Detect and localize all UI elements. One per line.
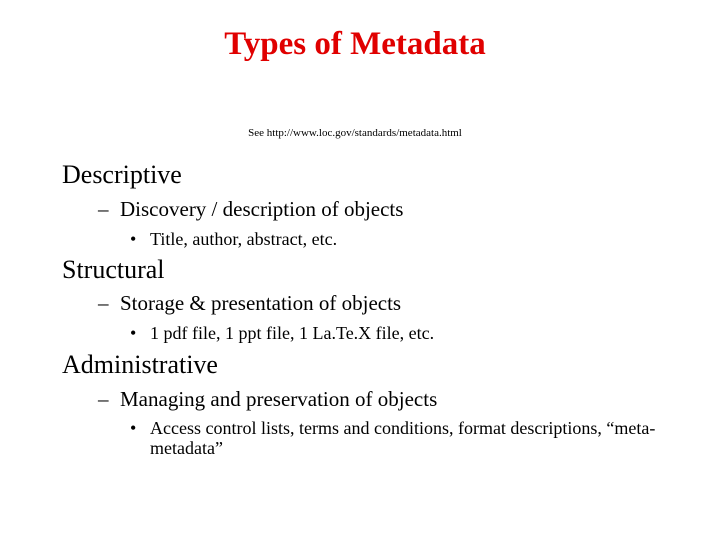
- reference-note: See http://www.loc.gov/standards/metadata.html: [248, 127, 462, 139]
- heading-descriptive: Descriptive: [62, 160, 182, 189]
- detail-item-text: 1 pdf file, 1 ppt file, 1 La.Te.X file, etc.: [150, 323, 435, 343]
- heading-administrative: Administrative: [62, 350, 218, 379]
- bullet-marker: •: [130, 323, 137, 343]
- sub-item-administrative: [98, 386, 437, 412]
- detail-item-text: Access control lists, terms and conditions, format descriptions, “meta-metadata”: [150, 418, 656, 458]
- sub-item-text: Discovery / description of objects: [120, 197, 404, 221]
- sub-item-text: Managing and preservation of objects: [120, 387, 438, 411]
- heading-structural: Structural: [62, 255, 165, 284]
- bullet-marker: •: [130, 418, 137, 438]
- detail-item-structural: [130, 323, 434, 343]
- sub-item-text: Storage & presentation of objects: [120, 291, 402, 315]
- sub-item-structural: [98, 290, 401, 316]
- dash-marker: –: [98, 291, 109, 315]
- dash-marker: –: [98, 197, 109, 221]
- detail-item-text: Title, author, abstract, etc.: [150, 229, 338, 249]
- slide-title: Types of Metadata: [224, 26, 486, 62]
- dash-marker: –: [98, 387, 109, 411]
- sub-item-descriptive: [98, 196, 403, 222]
- bullet-marker: •: [130, 229, 137, 249]
- detail-item-administrative: [130, 418, 690, 458]
- detail-item-descriptive: [130, 229, 337, 249]
